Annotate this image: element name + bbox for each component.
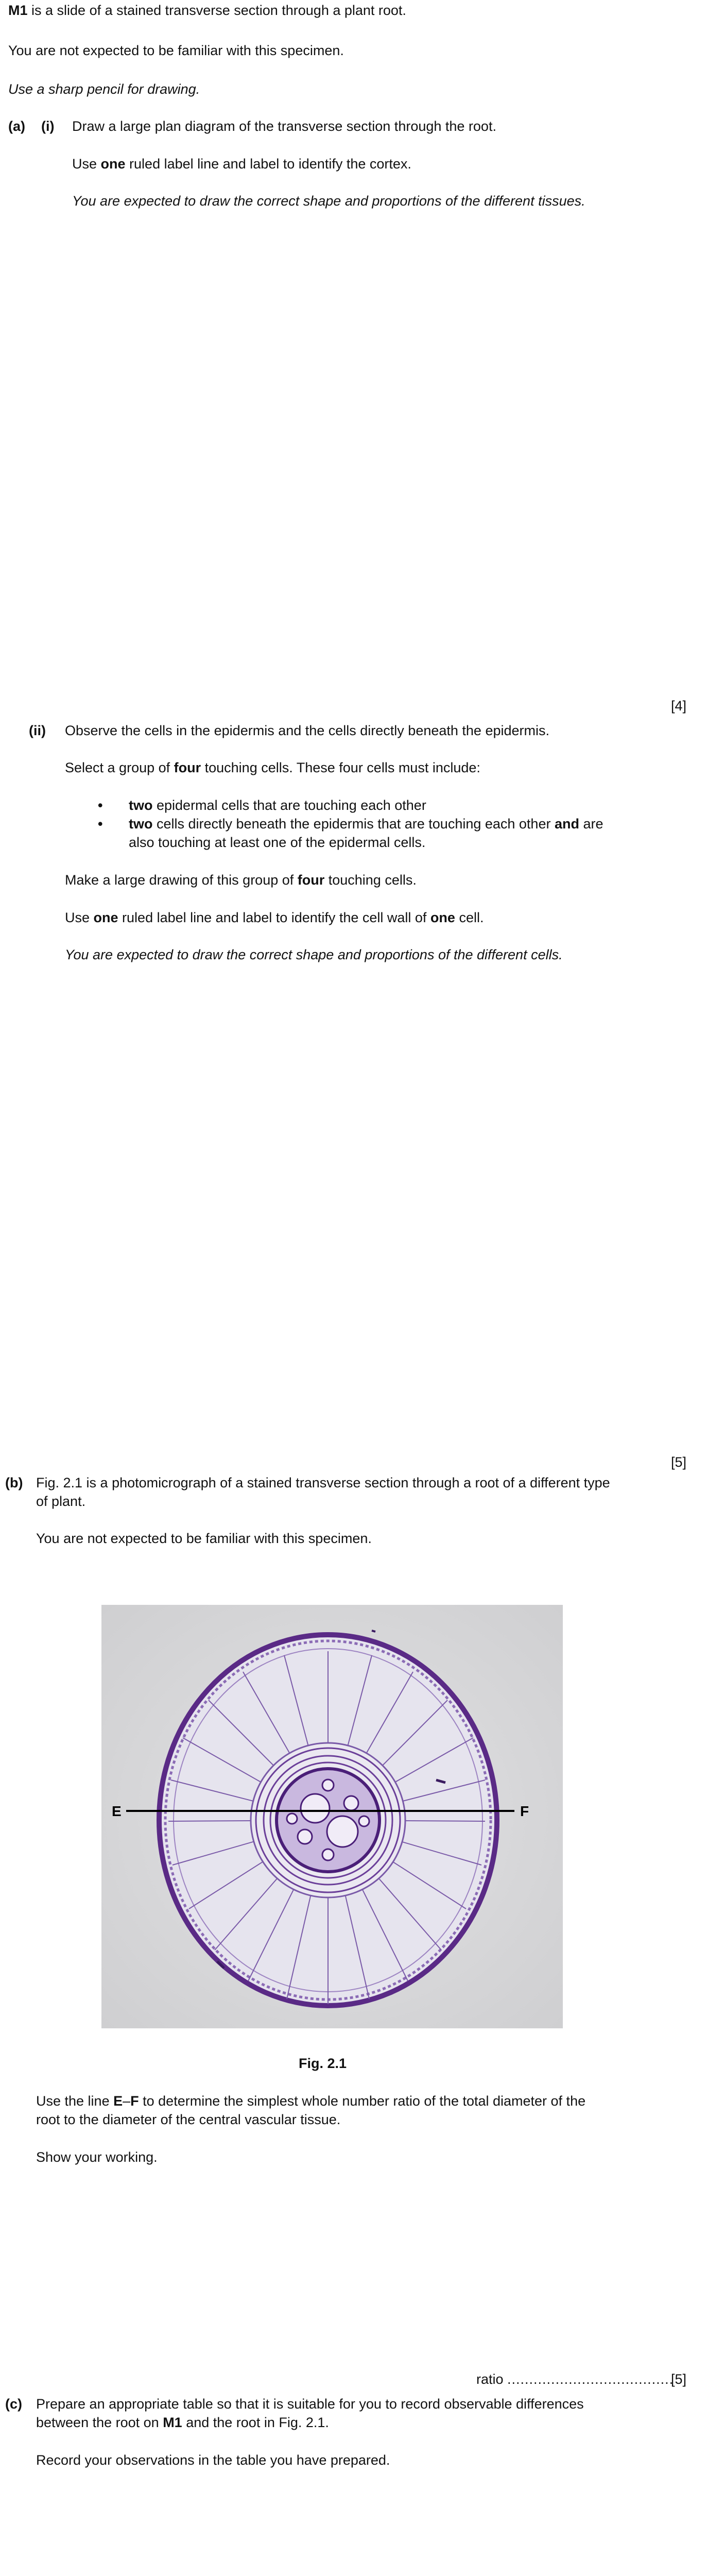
bullet-1-text: two epidermal cells that are touching each other: [129, 798, 426, 813]
label-f: F: [520, 1803, 529, 1819]
part-b-label: (b): [5, 1475, 23, 1490]
part-b-use-line-2: root to the diameter of the central vascular tissue.: [36, 2112, 341, 2127]
part-a-label: (a): [8, 118, 25, 134]
part-a-i-instruction: Draw a large plan diagram of the transverse section through the root.: [72, 118, 496, 134]
bullet-2-text-line-2: also touching at least one of the epidermal cells.: [129, 835, 426, 850]
intro-line-1: M1 is a slide of a stained transverse section through a plant root.: [8, 3, 406, 18]
ratio-answer-line[interactable]: ratio ......................................: [476, 2371, 674, 2387]
part-c-line-1: Prepare an appropriate table so that it is suitable for you to record observable differences: [36, 2396, 584, 2412]
part-b-line-3: You are not expected to be familiar with this specimen.: [36, 1531, 372, 1546]
part-a-i-label-instruction: Use one ruled label line and label to identify the cortex.: [72, 156, 411, 172]
part-b-show: Show your working.: [36, 2149, 158, 2165]
part-a-i-label: (i): [41, 118, 55, 134]
part-a-i-note: You are expected to draw the correct shape and proportions of the different tissues.: [72, 193, 585, 209]
part-a-i-marks: [4]: [670, 698, 686, 714]
bullet-1-dot: •: [98, 798, 103, 813]
label-e: E: [112, 1803, 122, 1819]
figure-caption: Fig. 2.1: [299, 2056, 347, 2071]
bullet-2-text-line-1: two cells directly beneath the epidermis that are touching each other and are: [129, 816, 603, 832]
part-b-line-2: of plant.: [36, 1494, 86, 1509]
part-b-use-line-1: Use the line E–F to determine the simplest whole number ratio of the total diameter of the: [36, 2093, 586, 2109]
part-b-line-1: Fig. 2.1 is a photomicrograph of a stained transverse section through a root of a different type: [36, 1475, 610, 1490]
part-a-ii-make: Make a large drawing of this group of four touching cells.: [65, 872, 417, 888]
intro-line-3: Use a sharp pencil for drawing.: [8, 81, 200, 97]
part-b-marks: [5]: [670, 2371, 686, 2387]
part-a-ii-marks: [5]: [670, 1454, 686, 1470]
intro-line-2: You are not expected to be familiar with this specimen.: [8, 43, 344, 58]
part-a-ii-instruction: Observe the cells in the epidermis and the cells directly beneath the epidermis.: [65, 723, 549, 738]
part-c-label: (c): [5, 2396, 22, 2412]
root-section-svg: [101, 1605, 563, 2028]
part-c-line-3: Record your observations in the table you have prepared.: [36, 2452, 390, 2468]
dark-mark-3: [372, 1631, 375, 1632]
part-a-ii-select: Select a group of four touching cells. These four cells must include:: [65, 760, 480, 775]
part-c-line-2: between the root on M1 and the root in Fig. 2.1.: [36, 2415, 329, 2430]
bullet-2-dot: •: [98, 816, 103, 832]
root-photomicrograph: [101, 1605, 563, 2028]
part-a-ii-use: Use one ruled label line and label to identify the cell wall of one cell.: [65, 910, 484, 925]
part-a-ii-label: (ii): [29, 723, 46, 738]
part-a-ii-note: You are expected to draw the correct shape and proportions of the different cells.: [65, 947, 563, 962]
